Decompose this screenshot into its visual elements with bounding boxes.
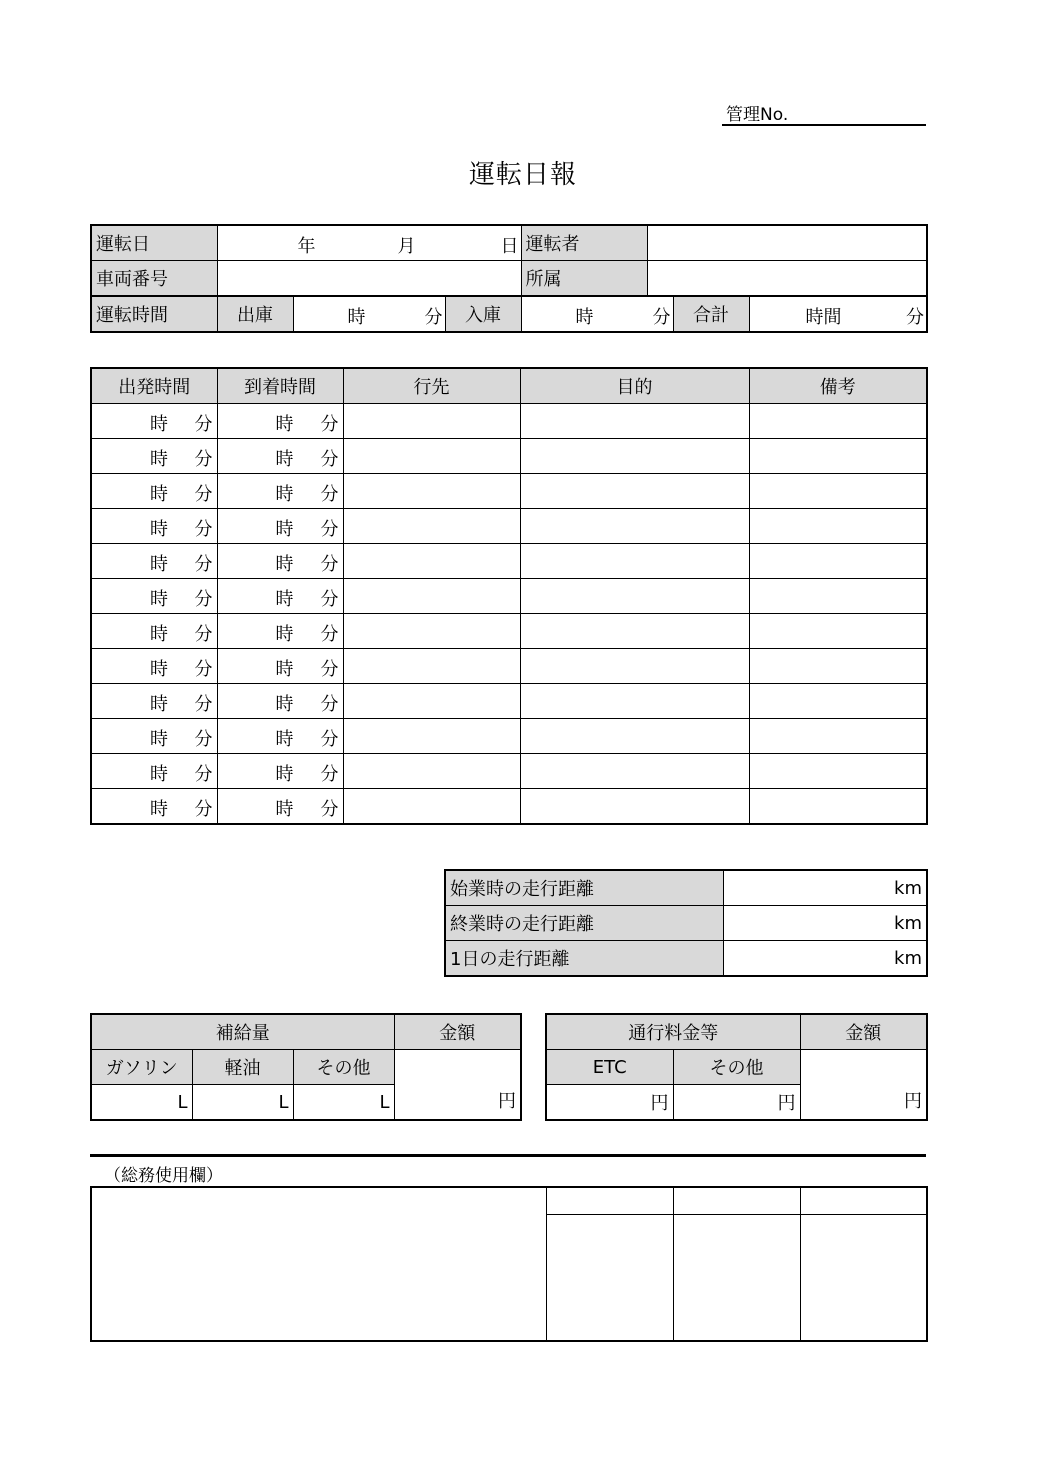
daily-distance-label: 1日の走行距離 [445, 941, 723, 977]
hour-label: 時 [275, 624, 294, 645]
hour-label: 時 [275, 449, 294, 470]
destination-cell[interactable] [343, 754, 520, 789]
arrival-time-cell[interactable] [217, 544, 343, 579]
minute-label: 分 [320, 554, 339, 575]
arrival-time-cell[interactable] [217, 719, 343, 754]
stamp-header-2 [673, 1187, 800, 1215]
fuel-header: 補給量 [91, 1014, 394, 1050]
arrival-time-cell[interactable] [217, 439, 343, 474]
info-table [90, 224, 928, 297]
purpose-cell[interactable] [520, 789, 749, 825]
trip-log-row [91, 474, 927, 509]
arrival-time-cell[interactable] [217, 509, 343, 544]
other-toll-header: その他 [673, 1050, 800, 1085]
departure-time-cell[interactable] [91, 509, 217, 544]
total-label: 合計 [673, 296, 749, 332]
daily-distance-field[interactable] [723, 941, 927, 977]
general-affairs-notes[interactable] [91, 1187, 546, 1341]
return-time-field[interactable] [521, 296, 673, 332]
purpose-cell[interactable] [520, 509, 749, 544]
destination-cell[interactable] [343, 439, 520, 474]
remarks-cell[interactable] [749, 404, 927, 439]
minute-label: 分 [320, 799, 339, 820]
minute-label: 分 [194, 484, 213, 505]
remarks-cell[interactable] [749, 719, 927, 754]
trip-log-row [91, 649, 927, 684]
remarks-cell[interactable] [749, 474, 927, 509]
departure-time-header: 出発時間 [91, 368, 217, 404]
stamp-box-3[interactable] [800, 1215, 927, 1341]
vehicle-number-label: 車両番号 [91, 261, 217, 297]
minute-label: 分 [320, 414, 339, 435]
page-title: 運転日報 [468, 160, 577, 190]
km-unit: km [894, 912, 922, 934]
minute-label: 分 [320, 764, 339, 785]
gasoline-field[interactable] [91, 1085, 192, 1121]
hour-label: 時 [150, 764, 168, 785]
other-toll-field[interactable] [673, 1085, 800, 1121]
depart-label: 出庫 [217, 296, 293, 332]
arrival-time-cell[interactable] [217, 404, 343, 439]
hour-label: 時 [150, 414, 168, 435]
remarks-cell[interactable] [749, 684, 927, 719]
remarks-cell[interactable] [749, 579, 927, 614]
minute-label: 分 [320, 519, 339, 540]
destination-cell[interactable] [343, 719, 520, 754]
hour-label: 時 [150, 659, 168, 680]
departure-time-cell[interactable] [91, 754, 217, 789]
management-number-label: 管理No. [726, 105, 789, 125]
departure-time-cell[interactable] [91, 649, 217, 684]
purpose-cell[interactable] [520, 649, 749, 684]
destination-cell[interactable] [343, 404, 520, 439]
departure-time-cell[interactable] [91, 614, 217, 649]
hour-label: 時 [150, 519, 168, 540]
affiliation-field[interactable] [647, 261, 927, 297]
hour-label: 時 [575, 307, 594, 328]
other-fuel-header: その他 [293, 1050, 394, 1085]
vehicle-number-field[interactable] [217, 261, 521, 297]
hour-label: 時 [275, 589, 294, 610]
minute-label: 分 [194, 414, 213, 435]
minute-label: 分 [906, 307, 924, 328]
etc-header: ETC [546, 1050, 673, 1085]
arrival-time-cell[interactable] [217, 649, 343, 684]
hour-label: 時 [275, 414, 294, 435]
purpose-cell[interactable] [520, 684, 749, 719]
arrival-time-cell[interactable] [217, 684, 343, 719]
liter-unit: L [278, 1091, 289, 1113]
trip-log-row [91, 789, 927, 825]
minute-label: 分 [194, 554, 213, 575]
hour-label: 時 [275, 799, 294, 820]
destination-cell[interactable] [343, 544, 520, 579]
end-distance-label: 終業時の走行距離 [445, 906, 723, 941]
departure-time-cell[interactable] [91, 579, 217, 614]
minute-label: 分 [424, 307, 443, 328]
trip-log-row [91, 719, 927, 754]
fuel-amount-field[interactable] [394, 1050, 521, 1121]
stamp-header-3 [800, 1187, 927, 1215]
toll-amount-field[interactable] [800, 1050, 927, 1121]
purpose-cell[interactable] [520, 579, 749, 614]
hour-label: 時 [150, 484, 168, 505]
fuel-amount-header: 金額 [394, 1014, 521, 1050]
minute-label: 分 [194, 764, 213, 785]
departure-time-cell[interactable] [91, 684, 217, 719]
hour-label: 時 [150, 799, 168, 820]
remarks-cell[interactable] [749, 509, 927, 544]
arrival-time-header: 到着時間 [217, 368, 343, 404]
toll-table [545, 1013, 928, 1121]
departure-time-cell[interactable] [91, 439, 217, 474]
arrival-time-cell[interactable] [217, 614, 343, 649]
hour-label: 時 [275, 694, 294, 715]
start-distance-field[interactable] [723, 870, 927, 906]
liter-unit: L [177, 1091, 188, 1113]
destination-cell[interactable] [343, 474, 520, 509]
departure-time-cell[interactable] [91, 719, 217, 754]
management-number-field[interactable] [722, 98, 926, 126]
minute-label: 分 [194, 659, 213, 680]
minute-label: 分 [320, 624, 339, 645]
minute-label: 分 [194, 624, 213, 645]
destination-header: 行先 [343, 368, 520, 404]
purpose-header: 目的 [520, 368, 749, 404]
section-divider [90, 1154, 926, 1157]
minute-label: 分 [320, 484, 339, 505]
km-unit: km [894, 947, 922, 969]
minute-label: 分 [194, 519, 213, 540]
hour-label: 時 [275, 554, 294, 575]
hour-label: 時 [347, 307, 366, 328]
purpose-cell[interactable] [520, 719, 749, 754]
diesel-field[interactable] [192, 1085, 293, 1121]
depart-time-field[interactable] [293, 296, 445, 332]
general-affairs-table [90, 1186, 928, 1342]
toll-header: 通行料金等 [546, 1014, 800, 1050]
minute-label: 分 [320, 589, 339, 610]
trip-log-row [91, 754, 927, 789]
hour-label: 時 [150, 589, 168, 610]
remarks-cell[interactable] [749, 789, 927, 825]
arrival-time-cell[interactable] [217, 579, 343, 614]
hour-label: 時 [150, 694, 168, 715]
month-label: 月 [397, 236, 416, 257]
start-distance-label: 始業時の走行距離 [445, 870, 723, 906]
gasoline-header: ガソリン [91, 1050, 192, 1085]
destination-cell[interactable] [343, 649, 520, 684]
trip-log-row [91, 509, 927, 544]
destination-cell[interactable] [343, 509, 520, 544]
trip-log-row [91, 614, 927, 649]
general-affairs-label: （総務使用欄） [104, 1166, 223, 1186]
etc-field[interactable] [546, 1085, 673, 1121]
hour-label: 時 [275, 519, 294, 540]
minute-label: 分 [320, 729, 339, 750]
day-label: 日 [500, 236, 519, 257]
minute-label: 分 [194, 449, 213, 470]
minute-label: 分 [320, 449, 339, 470]
destination-cell[interactable] [343, 684, 520, 719]
departure-time-cell[interactable] [91, 544, 217, 579]
purpose-cell[interactable] [520, 474, 749, 509]
stamp-box-1[interactable] [546, 1215, 673, 1341]
remarks-cell[interactable] [749, 649, 927, 684]
hour-label: 時 [275, 484, 294, 505]
toll-amount-header: 金額 [800, 1014, 927, 1050]
hour-label: 時 [150, 729, 168, 750]
minute-label: 分 [194, 729, 213, 750]
purpose-cell[interactable] [520, 754, 749, 789]
driving-time-table [90, 295, 928, 333]
departure-time-cell[interactable] [91, 404, 217, 439]
minute-label: 分 [320, 659, 339, 680]
remarks-cell[interactable] [749, 439, 927, 474]
trip-log-row [91, 579, 927, 614]
purpose-cell[interactable] [520, 544, 749, 579]
minute-label: 分 [652, 307, 671, 328]
distance-table [444, 869, 928, 977]
liter-unit: L [379, 1091, 390, 1113]
trip-log-row [91, 684, 927, 719]
diesel-header: 軽油 [192, 1050, 293, 1085]
remarks-cell[interactable] [749, 754, 927, 789]
departure-time-cell[interactable] [91, 789, 217, 825]
other-fuel-field[interactable] [293, 1085, 394, 1121]
return-label: 入庫 [445, 296, 521, 332]
minute-label: 分 [194, 589, 213, 610]
date-label: 運転日 [91, 225, 217, 261]
driving-time-label: 運転時間 [91, 296, 217, 332]
year-label: 年 [297, 236, 316, 257]
arrival-time-cell[interactable] [217, 754, 343, 789]
hour-label: 時 [150, 624, 168, 645]
purpose-cell[interactable] [520, 404, 749, 439]
driver-label: 運転者 [521, 225, 647, 261]
date-field[interactable] [217, 225, 521, 261]
affiliation-label: 所属 [521, 261, 647, 297]
remarks-cell[interactable] [749, 544, 927, 579]
minute-label: 分 [320, 694, 339, 715]
fuel-table [90, 1013, 522, 1121]
driver-field[interactable] [647, 225, 927, 261]
yen-unit: 円 [498, 1091, 516, 1112]
hour-label: 時 [275, 764, 294, 785]
km-unit: km [894, 877, 922, 899]
minute-label: 分 [194, 799, 213, 820]
trip-log-table [90, 367, 928, 825]
yen-unit: 円 [650, 1093, 669, 1114]
hour-label: 時 [150, 449, 168, 470]
remarks-cell[interactable] [749, 614, 927, 649]
hour-label: 時 [275, 729, 294, 750]
hour-label: 時 [150, 554, 168, 575]
purpose-cell[interactable] [520, 614, 749, 649]
trip-log-row [91, 404, 927, 439]
arrival-time-cell[interactable] [217, 474, 343, 509]
remarks-header: 備考 [749, 368, 927, 404]
departure-time-cell[interactable] [91, 474, 217, 509]
trip-log-row [91, 544, 927, 579]
hour-label: 時 [275, 659, 294, 680]
total-time-field[interactable] [749, 296, 927, 332]
hours-label: 時間 [805, 307, 842, 328]
destination-cell[interactable] [343, 579, 520, 614]
trip-log-row [91, 439, 927, 474]
minute-label: 分 [194, 694, 213, 715]
destination-cell[interactable] [343, 614, 520, 649]
destination-cell[interactable] [343, 789, 520, 825]
end-distance-field[interactable] [723, 906, 927, 941]
stamp-header-1 [546, 1187, 673, 1215]
yen-unit: 円 [777, 1093, 796, 1114]
yen-unit: 円 [904, 1091, 922, 1112]
purpose-cell[interactable] [520, 439, 749, 474]
stamp-box-2[interactable] [673, 1215, 800, 1341]
arrival-time-cell[interactable] [217, 789, 343, 825]
